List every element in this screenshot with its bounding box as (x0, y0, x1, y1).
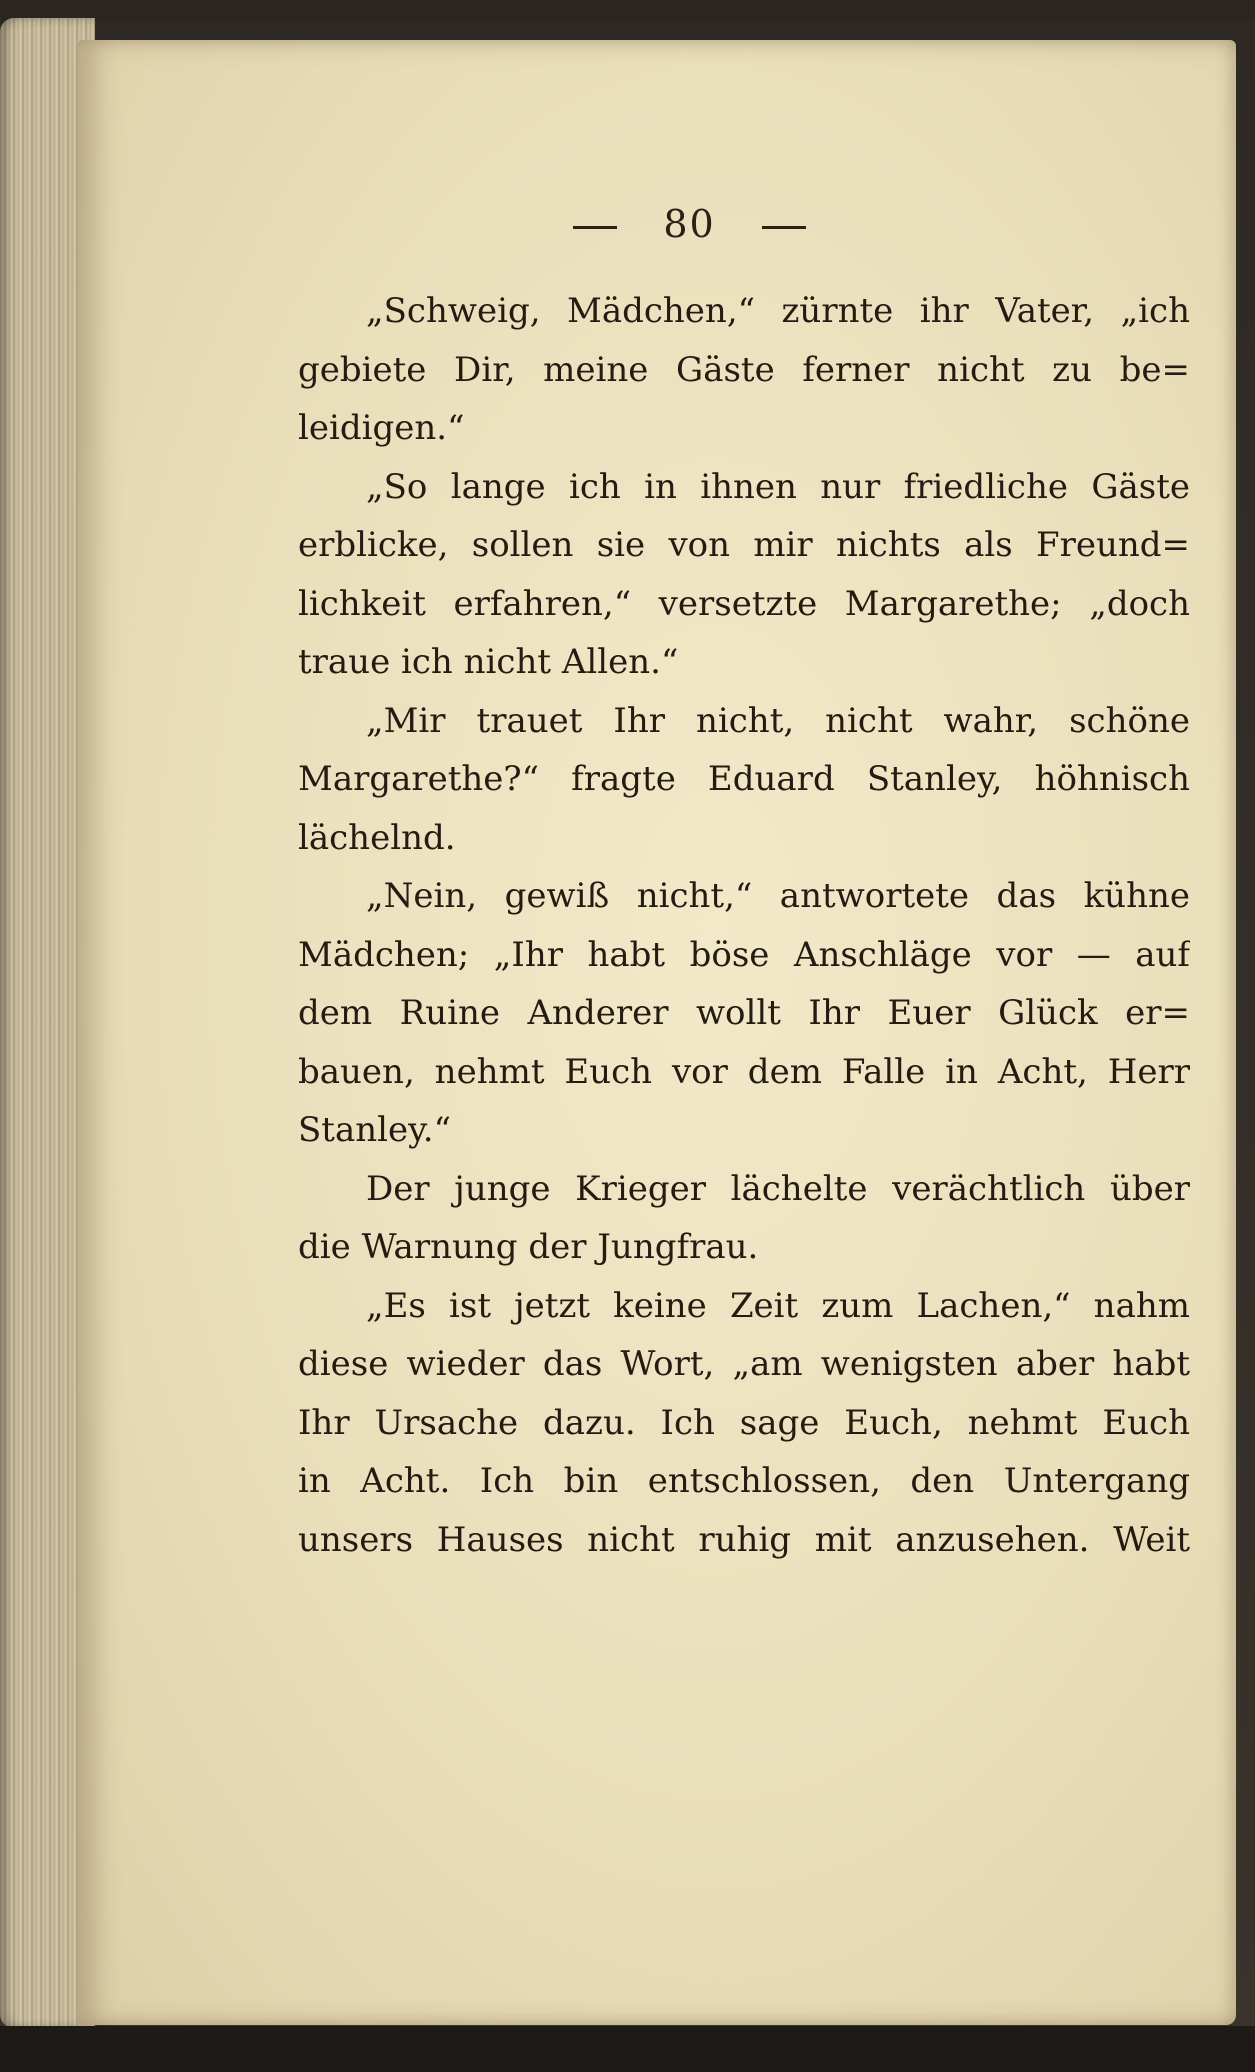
text-line: erblicke, sollen sie von mir nichts als Freund= (298, 525, 1190, 565)
text-line: Ihr Ursache dazu. Ich sage Euch, nehmt Euch (298, 1402, 1190, 1443)
scan-bottom-edge (0, 2026, 1255, 2072)
text-line: Stanley.“ (298, 1110, 451, 1150)
scan-top-edge (0, 0, 1255, 22)
text-line: die Warnung der Jungfrau. (298, 1227, 759, 1267)
text-line: dem Ruine Anderer wollt Ihr Euer Glück er= (298, 993, 1190, 1033)
text-line: diese wieder das Wort, „am wenigsten aber habt (298, 1344, 1190, 1384)
text-line: „Nein, gewiß nicht,“ antwortete das kühne (366, 876, 1190, 916)
text-line: „Schweig, Mädchen,“ zürnte ihr Vater, „ich (366, 291, 1190, 331)
text-line: bauen, nehmt Euch vor dem Falle in Acht, Herr (298, 1051, 1190, 1092)
page-number (62, 202, 1255, 246)
text-line: leidigen.“ (298, 408, 465, 448)
text-line: Margarethe?“ fragte Eduard Stanley, höhnisch (298, 759, 1190, 799)
text-line: Der junge Krieger lächelte verächtlich über (366, 1168, 1190, 1209)
text-line: unsers Hauses nicht ruhig mit anzusehen. Weit (298, 1519, 1190, 1560)
page-number-dash-right (762, 226, 806, 229)
text-line: in Acht. Ich bin entschlossen, den Untergang (298, 1461, 1190, 1501)
text-line: traue ich nicht Allen.“ (298, 642, 679, 682)
body-text (298, 282, 1190, 1569)
text-line: Mädchen; „Ihr habt böse Anschläge vor — auf (298, 934, 1190, 975)
text-line: lichkeit erfahren,“ versetzte Margarethe; „doch (298, 583, 1190, 624)
text-line: „So lange ich in ihnen nur friedliche Gäste (366, 466, 1190, 507)
text-line: gebiete Dir, meine Gäste ferner nicht zu be= (298, 349, 1190, 390)
text-line: „Es ist jetzt keine Zeit zum Lachen,“ nahm (366, 1285, 1190, 1326)
page-number-dash-left (573, 226, 617, 229)
page-number-value: 80 (663, 202, 716, 246)
text-line: „Mir trauet Ihr nicht, nicht wahr, schöne (366, 700, 1190, 741)
text-line: lächelnd. (298, 817, 456, 858)
